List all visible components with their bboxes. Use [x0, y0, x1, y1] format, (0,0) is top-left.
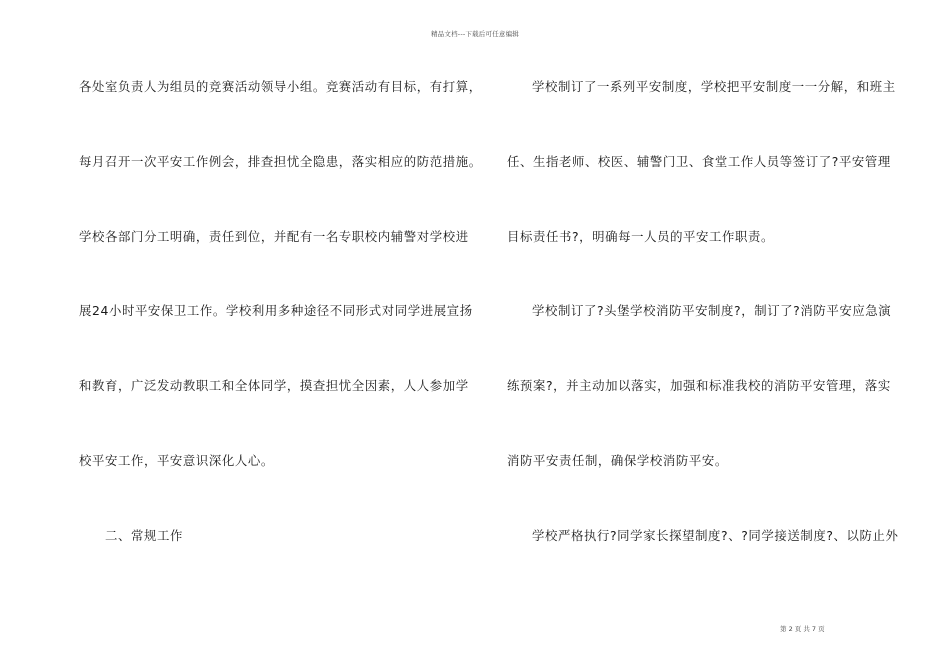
paragraph-line: 目标责任书?，明确每一人员的平安工作职责。 [507, 229, 774, 244]
page-header: 精品文档---下载后可任意编辑 [430, 30, 520, 38]
paragraph-line: 消防平安责任制，确保学校消防平安。 [507, 453, 728, 468]
page-number: 第 2 页 共 7 页 [780, 625, 825, 633]
paragraph-line: 学校严格执行?同学家长探望制度?、?同学接送制度?、以防止外 [532, 528, 899, 543]
paragraph-line: 每月召开一次平安工作例会，排查担忧全隐患，落实相应的防范措施。 [79, 154, 482, 169]
paragraph-line: 校平安工作，平安意识深化人心。 [79, 453, 274, 468]
paragraph-line: 学校制订了?头堡学校消防平安制度?，制订了?消防平安应急演 [532, 303, 892, 318]
paragraph-line: 任、生指老师、校医、辅警门卫、食堂工作人员等签订了?平安管理 [507, 154, 891, 169]
paragraph-line: 学校各部门分工明确，责任到位，并配有一名专职校内辅警对学校进 [79, 229, 469, 244]
paragraph-line: 展24小时平安保卫工作。学校利用多种途径不同形式对同学进展宣扬 [79, 303, 473, 318]
paragraph-line: 和教育，广泛发动教职工和全体同学，摸查担忧全因素，人人参加学 [79, 378, 469, 393]
section-heading: 二、常规工作 [105, 528, 183, 543]
paragraph-line: 各处室负责人为组员的竞赛活动领导小组。竞赛活动有目标，有打算， [79, 79, 482, 94]
paragraph-line: 学校制订了一系列平安制度，学校把平安制度一一分解，和班主 [532, 79, 896, 94]
paragraph-line: 练预案?，并主动加以落实，加强和标准我校的消防平安管理，落实 [507, 378, 891, 393]
